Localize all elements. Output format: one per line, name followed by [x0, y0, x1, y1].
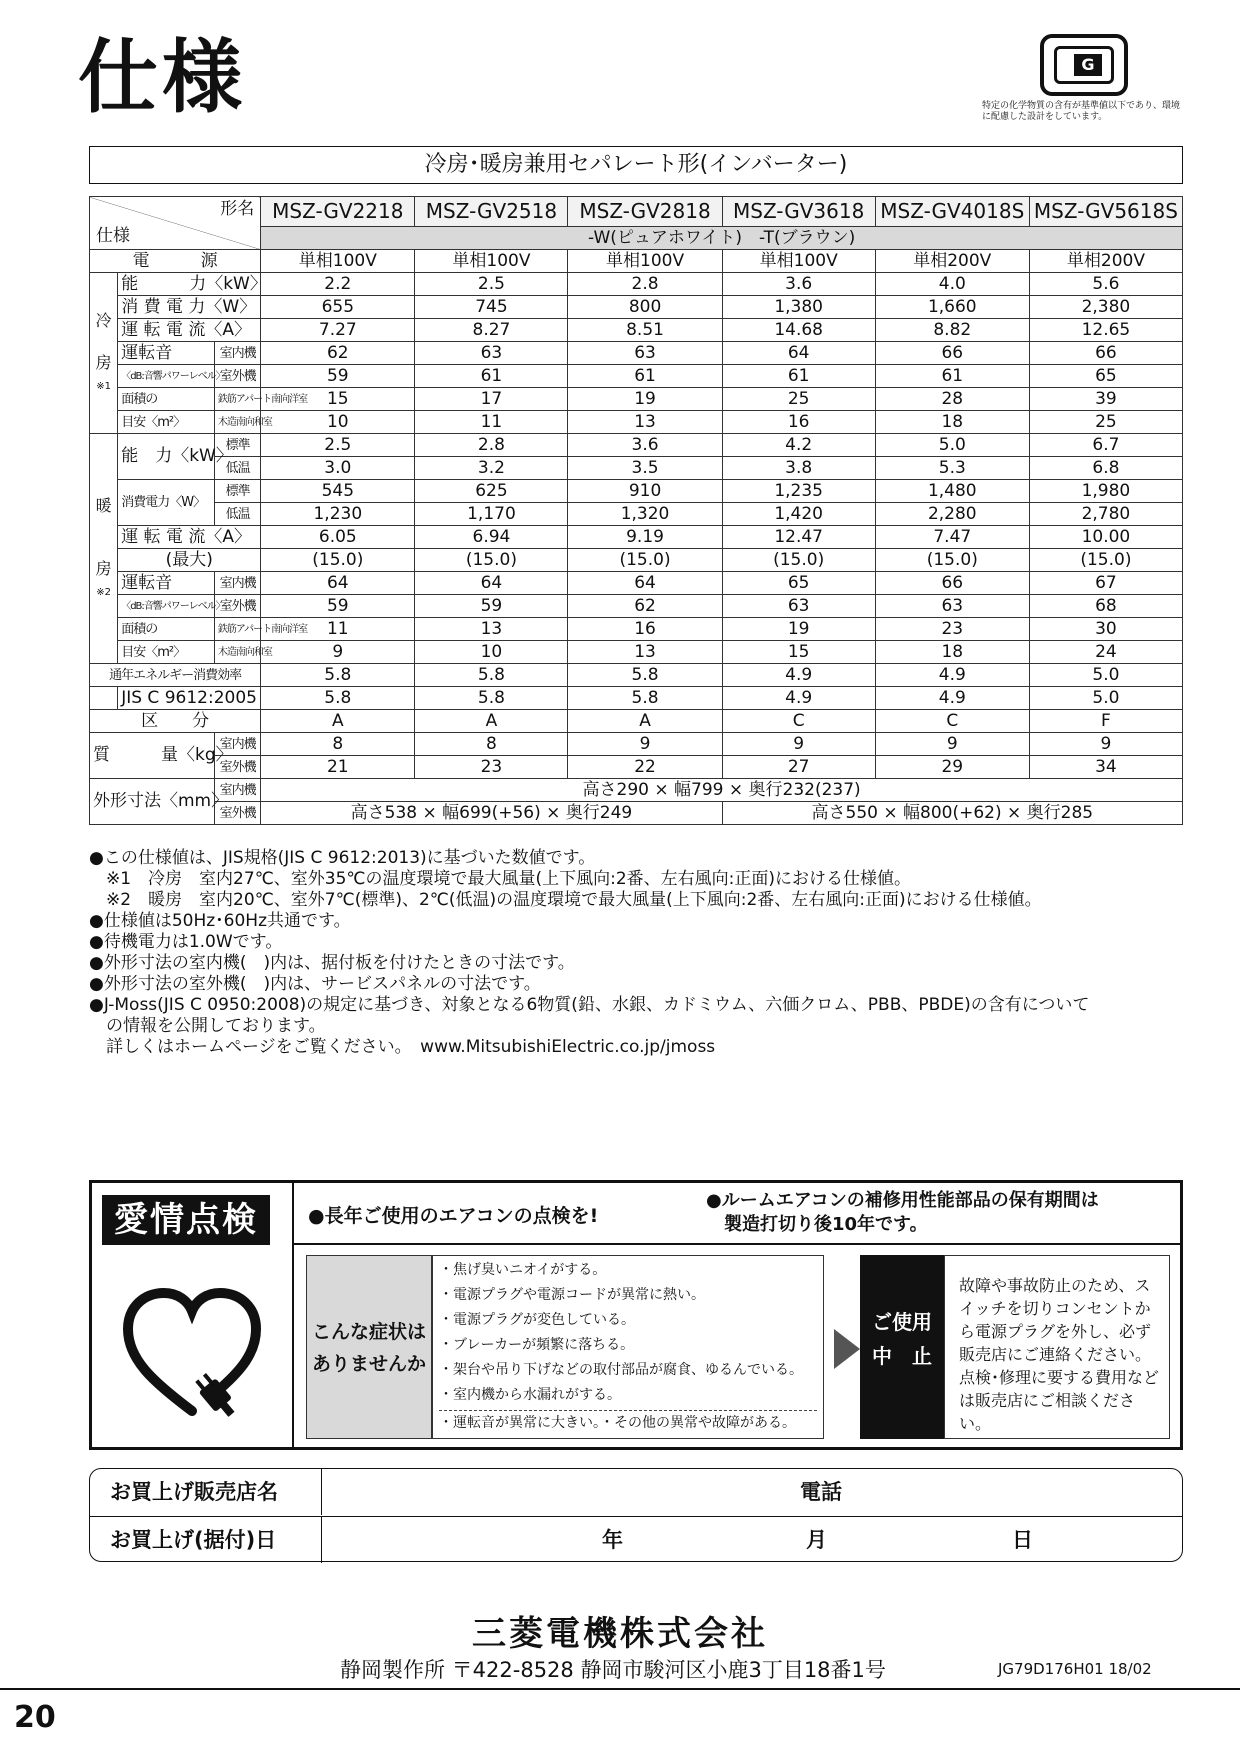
- value-cell: 2.5: [415, 273, 568, 296]
- value-cell: 14.68: [722, 319, 875, 342]
- value-cell: 23: [875, 618, 1029, 641]
- value-cell: 高さ290 × 幅799 × 奥行232(237): [261, 779, 1183, 802]
- value-cell: 5.8: [415, 687, 568, 710]
- value-cell: 4.9: [875, 664, 1029, 687]
- value-cell: (15.0): [875, 549, 1029, 572]
- value-cell: 21: [261, 756, 415, 779]
- value-cell: 25: [722, 388, 875, 411]
- note-line: ●J-Moss(JIS C 0950:2008)の規定に基づき、対象となる6物質(鉛、水銀、カドミウム、六価クロム、PBB、PBDE)の含有について: [89, 995, 1090, 1015]
- value-cell: 2.2: [261, 273, 415, 296]
- value-cell: (15.0): [1029, 549, 1182, 572]
- table-row: [90, 641, 1183, 664]
- value-cell: 9: [261, 641, 415, 664]
- table-row: [90, 618, 1183, 641]
- row-label: 標準: [214, 434, 260, 457]
- value-cell: 19: [722, 618, 875, 641]
- model-header: MSZ-GV5618S: [1029, 197, 1182, 227]
- table-row: [90, 197, 1183, 227]
- note-line: ●仕様値は50Hz･60Hz共通です。: [89, 911, 351, 931]
- table-row: [90, 503, 1183, 526]
- value-cell: 8: [261, 733, 415, 756]
- value-cell: 5.8: [261, 664, 415, 687]
- cooling-group-label: 冷 房 ※1: [90, 273, 118, 434]
- note-line: の情報を公開しております。: [89, 1016, 326, 1036]
- value-cell: 10.00: [1029, 526, 1182, 549]
- table-row: [90, 595, 1183, 618]
- row-label: 目安〈m²〉: [118, 641, 215, 664]
- symptom-item: ・電源プラグや電源コードが異常に熱い。: [439, 1287, 705, 1303]
- value-cell: 5.3: [875, 457, 1029, 480]
- table-row: [90, 365, 1183, 388]
- product-type-heading: 冷房･暖房兼用セパレート形(インバーター): [89, 146, 1183, 184]
- row-label: 低温: [214, 457, 260, 480]
- value-cell: 64: [722, 342, 875, 365]
- row-label: 室外機: [214, 365, 260, 388]
- value-cell: 23: [415, 756, 568, 779]
- value-cell: 1,235: [722, 480, 875, 503]
- row-label: 運 転 電 流〈A〉: [118, 526, 261, 549]
- value-cell: 2,280: [875, 503, 1029, 526]
- company-name: 三菱電機株式会社: [472, 1614, 768, 1654]
- row-label: 外形寸法〈mm〉: [90, 779, 215, 825]
- value-cell: 59: [261, 365, 415, 388]
- value-cell: 2.5: [261, 434, 415, 457]
- row-label: 能 力〈kW〉: [118, 434, 215, 480]
- table-row: [90, 411, 1183, 434]
- value-cell: 6.05: [261, 526, 415, 549]
- value-cell: 66: [875, 572, 1029, 595]
- value-cell: 5.8: [415, 664, 568, 687]
- value-cell: 8.27: [415, 319, 568, 342]
- value-cell: 8.51: [568, 319, 722, 342]
- value-cell: 1,170: [415, 503, 568, 526]
- value-cell: (15.0): [568, 549, 722, 572]
- value-cell: 2,380: [1029, 296, 1182, 319]
- value-cell: 3.6: [722, 273, 875, 296]
- value-cell: 5.0: [1029, 664, 1182, 687]
- value-cell: 61: [875, 365, 1029, 388]
- row-label: (最大): [118, 549, 261, 572]
- table-row: [90, 273, 1183, 296]
- value-cell: 27: [722, 756, 875, 779]
- value-cell: 4.9: [875, 687, 1029, 710]
- row-label: 〈dB:音響パワーレベル〉: [118, 365, 215, 388]
- value-cell: 28: [875, 388, 1029, 411]
- page-number: 20: [14, 1700, 56, 1735]
- value-cell: 15: [722, 641, 875, 664]
- value-cell: 68: [1029, 595, 1182, 618]
- spec-table: [89, 196, 1183, 825]
- day-label: 日: [1012, 1528, 1033, 1552]
- table-row: [90, 319, 1183, 342]
- table-row: [90, 733, 1183, 756]
- value-cell: 62: [261, 342, 415, 365]
- value-cell: 11: [261, 618, 415, 641]
- row-label: 通年エネルギー消費効率: [90, 664, 261, 687]
- value-cell: A: [415, 710, 568, 733]
- value-cell: 単相200V: [1029, 250, 1182, 273]
- value-cell: 63: [568, 342, 722, 365]
- value-cell: 4.9: [722, 687, 875, 710]
- note-line: ●この仕様値は、JIS規格(JIS C 9612:2013)に基づいた数値です。: [89, 848, 596, 868]
- value-cell: 17: [415, 388, 568, 411]
- value-cell: 800: [568, 296, 722, 319]
- value-cell: 19: [568, 388, 722, 411]
- value-cell: 16: [722, 411, 875, 434]
- note-line: ※2 暖房 室内20℃、室外7℃(標準)、2℃(低温)の温度環境で最大風量(上下風向:2番、左右風向:正面)における仕様値。: [89, 890, 1042, 910]
- table-row: [90, 434, 1183, 457]
- value-cell: 16: [568, 618, 722, 641]
- value-cell: 13: [568, 411, 722, 434]
- value-cell: 30: [1029, 618, 1182, 641]
- row-label: 室外機: [214, 802, 260, 825]
- model-header: MSZ-GV3618: [722, 197, 875, 227]
- purchase-date-label: お買上げ(据付)日: [90, 1517, 322, 1563]
- value-cell: 625: [415, 480, 568, 503]
- value-cell: 7.27: [261, 319, 415, 342]
- row-label: JIS C 9612:2005: [118, 687, 261, 710]
- value-cell: 9: [1029, 733, 1182, 756]
- value-cell: (15.0): [415, 549, 568, 572]
- value-cell: 5.8: [568, 664, 722, 687]
- value-cell: 単相200V: [875, 250, 1029, 273]
- value-cell: 1,480: [875, 480, 1029, 503]
- company-address: 静岡製作所 〒422-8528 静岡市駿河区小鹿3丁目18番1号: [340, 1658, 886, 1682]
- phone-label: 電話: [800, 1480, 842, 1504]
- value-cell: F: [1029, 710, 1182, 733]
- value-cell: 65: [1029, 365, 1182, 388]
- row-label: 消費電力〈W〉: [118, 480, 215, 526]
- model-header: MSZ-GV4018S: [875, 197, 1029, 227]
- row-label: 〈dB:音響パワーレベル〉: [118, 595, 215, 618]
- value-cell: 64: [568, 572, 722, 595]
- document-code: JG79D176H01 18/02: [998, 1660, 1152, 1678]
- value-cell: 655: [261, 296, 415, 319]
- value-cell: 8: [415, 733, 568, 756]
- value-cell: 64: [261, 572, 415, 595]
- table-row: [90, 572, 1183, 595]
- value-cell: 4.0: [875, 273, 1029, 296]
- value-cell: 545: [261, 480, 415, 503]
- row-label: 標準: [214, 480, 260, 503]
- value-cell: 3.8: [722, 457, 875, 480]
- value-cell: 59: [415, 595, 568, 618]
- row-label: 運転音: [118, 342, 215, 365]
- row-label: 能 力〈kW〉: [118, 273, 261, 296]
- model-header: MSZ-GV2518: [415, 197, 568, 227]
- table-row: [90, 549, 1183, 572]
- value-cell: 10: [261, 411, 415, 434]
- value-cell: 61: [722, 365, 875, 388]
- value-cell: 66: [1029, 342, 1182, 365]
- row-label: 運転音: [118, 572, 215, 595]
- value-cell: 6.94: [415, 526, 568, 549]
- value-cell: 11: [415, 411, 568, 434]
- row-label: 室内機: [214, 779, 260, 802]
- stop-use-label: ご使用 中 止: [860, 1255, 944, 1439]
- value-cell: 2.8: [568, 273, 722, 296]
- value-cell: 4.9: [722, 664, 875, 687]
- value-cell: 単相100V: [415, 250, 568, 273]
- row-label: 消 費 電 力〈W〉: [118, 296, 261, 319]
- note-line: ※1 冷房 室内27℃、室外35℃の温度環境で最大風量(上下風向:2番、左右風向:正面)における仕様値。: [89, 869, 912, 889]
- value-cell: 6.8: [1029, 457, 1182, 480]
- value-cell: 61: [568, 365, 722, 388]
- value-cell: 1,980: [1029, 480, 1182, 503]
- page-title: 仕様: [78, 31, 246, 124]
- value-cell: 9: [722, 733, 875, 756]
- value-cell: 745: [415, 296, 568, 319]
- table-row: [90, 342, 1183, 365]
- value-cell: 18: [875, 641, 1029, 664]
- symptom-question: こんな症状は ありませんか: [306, 1255, 432, 1439]
- value-cell: (15.0): [261, 549, 415, 572]
- value-cell: C: [722, 710, 875, 733]
- table-row: [90, 526, 1183, 549]
- row-label: 目安〈m²〉: [118, 411, 215, 434]
- value-cell: 62: [568, 595, 722, 618]
- purchase-record-form: [89, 1468, 1183, 1562]
- value-cell: 7.47: [875, 526, 1029, 549]
- value-cell: 29: [875, 756, 1029, 779]
- row-label: 鉄筋アパート南向洋室: [214, 388, 260, 411]
- value-cell: 1,380: [722, 296, 875, 319]
- value-cell: 8.82: [875, 319, 1029, 342]
- value-cell: 3.6: [568, 434, 722, 457]
- value-cell: 18: [875, 411, 1029, 434]
- parts-retention-note: ●ルームエアコンの補修用性能部品の保有期間は 製造打切り後10年です。: [706, 1190, 1099, 1235]
- value-cell: 24: [1029, 641, 1182, 664]
- heating-group-label: 暖 房 ※2: [90, 434, 118, 664]
- note-line: ●外形寸法の室外機( )内は、サービスパネルの寸法です。: [89, 974, 541, 994]
- value-cell: 67: [1029, 572, 1182, 595]
- value-cell: 61: [415, 365, 568, 388]
- row-label: 面積の: [118, 618, 215, 641]
- symptom-item: ・運転音が異常に大きい。・その他の異常や故障がある。: [439, 1410, 817, 1436]
- symptom-item: ・室内機から水漏れがする。: [439, 1387, 621, 1403]
- table-row: [90, 756, 1183, 779]
- value-cell: 5.6: [1029, 273, 1182, 296]
- value-cell: 22: [568, 756, 722, 779]
- value-cell: 910: [568, 480, 722, 503]
- value-cell: 59: [261, 595, 415, 618]
- value-cell: 4.2: [722, 434, 875, 457]
- value-cell: 64: [415, 572, 568, 595]
- value-cell: 高さ538 × 幅699(+56) × 奥行249: [261, 802, 722, 825]
- value-cell: 63: [722, 595, 875, 618]
- symptom-list: [432, 1255, 824, 1439]
- row-label: 木造南向和室: [214, 411, 260, 434]
- value-cell: (15.0): [722, 549, 875, 572]
- value-cell: 単相100V: [568, 250, 722, 273]
- value-cell: 3.2: [415, 457, 568, 480]
- symptom-item: ・電源プラグが変色している。: [439, 1312, 635, 1328]
- table-row: [90, 250, 1183, 273]
- row-label: 区 分: [90, 710, 261, 733]
- value-cell: 5.8: [261, 687, 415, 710]
- value-cell: 63: [415, 342, 568, 365]
- table-row: [90, 779, 1183, 802]
- value-cell: 10: [415, 641, 568, 664]
- row-label: 室内機: [214, 572, 260, 595]
- color-variant-note: -W(ピュアホワイト) -T(ブラウン): [261, 227, 1183, 250]
- value-cell: 13: [568, 641, 722, 664]
- row-label: 木造南向和室: [214, 641, 260, 664]
- row-label: 面積の: [118, 388, 215, 411]
- table-row: [90, 480, 1183, 503]
- row-label: 鉄筋アパート南向洋室: [214, 618, 260, 641]
- value-cell: A: [261, 710, 415, 733]
- row-label: 低温: [214, 503, 260, 526]
- arrow-right-icon: [834, 1329, 860, 1369]
- row-label: 室内機: [214, 342, 260, 365]
- month-label: 月: [806, 1528, 827, 1552]
- note-line: 詳しくはホームページをご覧ください。 www.MitsubishiElectric.co.jp/jmoss: [89, 1037, 716, 1057]
- value-cell: 2.8: [415, 434, 568, 457]
- value-cell: 15: [261, 388, 415, 411]
- value-cell: 5.0: [1029, 687, 1182, 710]
- safety-advice: 故障や事故防止のため、スイッチを切りコンセントから電源プラグを外し、必ず販売店にご連絡ください。点検･修理に要する費用などは販売店にご相談ください。: [944, 1255, 1170, 1439]
- row-label: 運 転 電 流〈A〉: [118, 319, 261, 342]
- row-label: 質 量〈kg〉: [90, 733, 215, 779]
- value-cell: 25: [1029, 411, 1182, 434]
- value-cell: 12.47: [722, 526, 875, 549]
- g-mark-note: 特定の化学物質の含有が基準値以下であり、環境に配慮した設計をしています。: [982, 101, 1181, 122]
- note-line: ●待機電力は1.0Wです。: [89, 932, 283, 952]
- value-cell: C: [875, 710, 1029, 733]
- value-cell: 12.65: [1029, 319, 1182, 342]
- value-cell: 単相100V: [722, 250, 875, 273]
- table-row: [90, 687, 1183, 710]
- value-cell: 63: [875, 595, 1029, 618]
- care-badge: 愛情点検: [102, 1195, 270, 1245]
- row-label: 室内機: [214, 733, 260, 756]
- value-cell: 1,320: [568, 503, 722, 526]
- value-cell: 3.0: [261, 457, 415, 480]
- value-cell: 65: [722, 572, 875, 595]
- table-row: [90, 802, 1183, 825]
- heart-plug-icon: [122, 1283, 262, 1423]
- year-label: 年: [602, 1528, 623, 1552]
- value-cell: 1,230: [261, 503, 415, 526]
- header-corner: 形名 仕様: [90, 197, 261, 250]
- value-cell: 2,780: [1029, 503, 1182, 526]
- symptom-item: ・ブレーカーが頻繁に落ちる。: [439, 1337, 635, 1353]
- value-cell: 5.0: [875, 434, 1029, 457]
- footer-rule: [0, 1688, 1240, 1690]
- table-row: [90, 457, 1183, 480]
- table-row: [90, 664, 1183, 687]
- value-cell: 5.8: [568, 687, 722, 710]
- value-cell: 3.5: [568, 457, 722, 480]
- model-header: MSZ-GV2818: [568, 197, 722, 227]
- care-headline: ●長年ご使用のエアコンの点検を!: [308, 1205, 599, 1227]
- value-cell: 13: [415, 618, 568, 641]
- note-line: ●外形寸法の室内機( )内は、据付板を付けたときの寸法です。: [89, 953, 575, 973]
- value-cell: 34: [1029, 756, 1182, 779]
- value-cell: 66: [875, 342, 1029, 365]
- value-cell: A: [568, 710, 722, 733]
- store-name-label: お買上げ販売店名: [90, 1469, 322, 1515]
- model-header: MSZ-GV2218: [261, 197, 415, 227]
- blank-cell: [90, 687, 118, 710]
- value-cell: 高さ550 × 幅800(+62) × 奥行285: [722, 802, 1182, 825]
- row-label: 電 源: [90, 250, 261, 273]
- row-label: 室外機: [214, 595, 260, 618]
- value-cell: 39: [1029, 388, 1182, 411]
- table-row: [90, 710, 1183, 733]
- spec-notes: [89, 848, 1189, 1058]
- value-cell: 9.19: [568, 526, 722, 549]
- table-row: [90, 296, 1183, 319]
- value-cell: 1,420: [722, 503, 875, 526]
- row-label: 室外機: [214, 756, 260, 779]
- g-mark-icon: G: [1040, 34, 1128, 96]
- value-cell: 9: [568, 733, 722, 756]
- value-cell: 6.7: [1029, 434, 1182, 457]
- symptom-item: ・焦げ臭いニオイがする。: [439, 1262, 607, 1278]
- table-row: [90, 388, 1183, 411]
- value-cell: 9: [875, 733, 1029, 756]
- value-cell: 単相100V: [261, 250, 415, 273]
- value-cell: 1,660: [875, 296, 1029, 319]
- symptom-item: ・架台や吊り下げなどの取付部品が腐食、ゆるんでいる。: [439, 1362, 803, 1378]
- care-inspection-box: [89, 1180, 1183, 1450]
